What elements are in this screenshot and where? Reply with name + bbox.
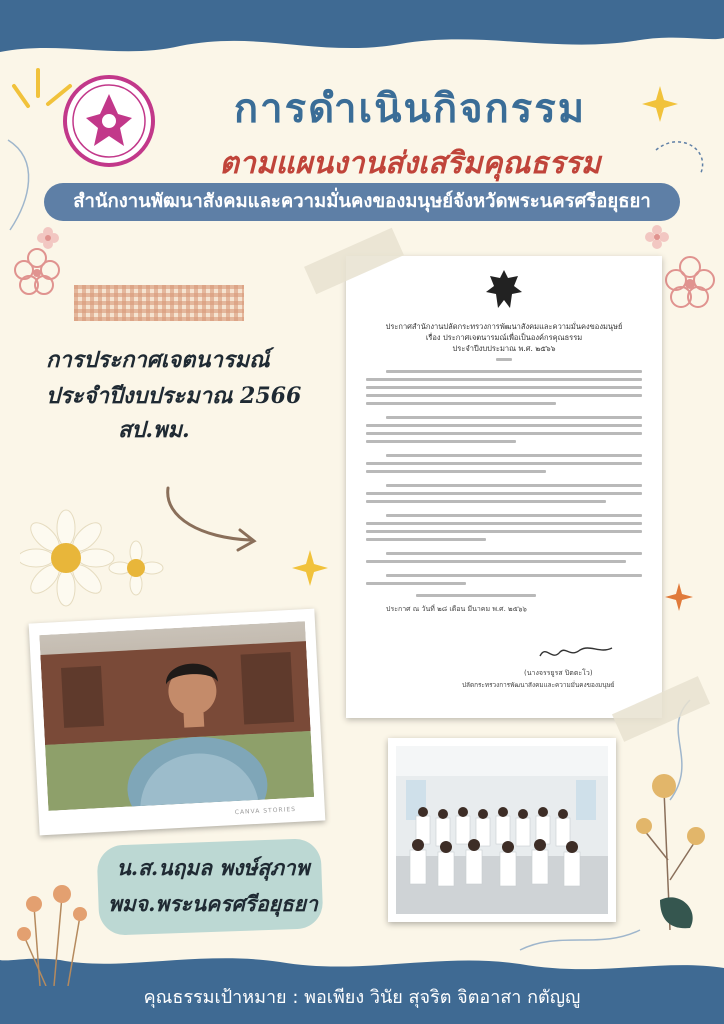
arrow-icon — [162, 478, 266, 558]
emblem-icon — [62, 74, 156, 168]
dried-flowers — [10, 866, 100, 986]
flower-icon — [36, 226, 60, 250]
photo-caption: CANVA STORIES — [234, 805, 297, 817]
person-position: พมจ.พระนครศรีอยุธยา — [108, 891, 318, 916]
person-name: น.ส.นฤมล พงษ์สุภาพ — [116, 855, 310, 880]
garuda-icon — [484, 268, 524, 312]
page-subtitle: ตามแผนงานส่งเสริมคุณธรรม — [219, 146, 601, 181]
announcement-line-2: ประจำปีงบประมาณ 2566 — [46, 383, 302, 409]
doc-heading-1: ประกาศสำนักงานปลัดกระทรวงการพัฒนาสังคมและความมั่นคงของมนุษย์ — [385, 322, 623, 331]
doc-heading-3: ประจำปีงบประมาณ พ.ศ. ๒๕๖๖ — [452, 344, 556, 353]
doc-date: ประกาศ ณ วันที่ ๒๘ เดือน มีนาคม พ.ศ. ๒๕๖๖ — [386, 605, 527, 613]
flower-icon — [644, 224, 670, 250]
doc-heading-2: เรื่อง ประกาศเจตนารมณ์เพื่อเป็นองค์กรคุณธรรม — [425, 333, 583, 342]
announcement-line-1: การประกาศเจตนารมณ์ — [46, 347, 270, 373]
office-banner: สำนักงานพัฒนาสังคมและความมั่นคงของมนุษย์จังหวัดพระนครศรีอยุธยา — [44, 183, 680, 221]
announcement-line-3: สป.พม. — [118, 417, 190, 443]
page-title: การดำเนินกิจกรรม — [233, 86, 587, 132]
announcement-document — [346, 256, 662, 718]
doc-signer-name: (นางจรรยูรส ปิตตะโว) — [524, 669, 593, 677]
portrait-image — [39, 621, 314, 811]
sparkle-icon — [290, 548, 330, 588]
group-image — [396, 746, 608, 914]
dried-flowers — [630, 760, 716, 930]
footer-virtues: คุณธรรมเป้าหมาย : พอเพียง วินัย สุจริต จิตอาสา กตัญญู — [143, 987, 581, 1008]
doc-signer-title: ปลัดกระทรวงการพัฒนาสังคมและความมั่นคงของมนุษย์ — [462, 681, 615, 689]
portrait-photo — [29, 609, 326, 836]
sparkle-icon — [664, 582, 694, 612]
flower-icon — [662, 254, 718, 310]
gingham-patch — [74, 285, 244, 321]
signature — [536, 640, 616, 664]
daisy-flowers — [20, 506, 170, 610]
group-photo — [388, 738, 616, 922]
flower-icon — [12, 246, 62, 296]
